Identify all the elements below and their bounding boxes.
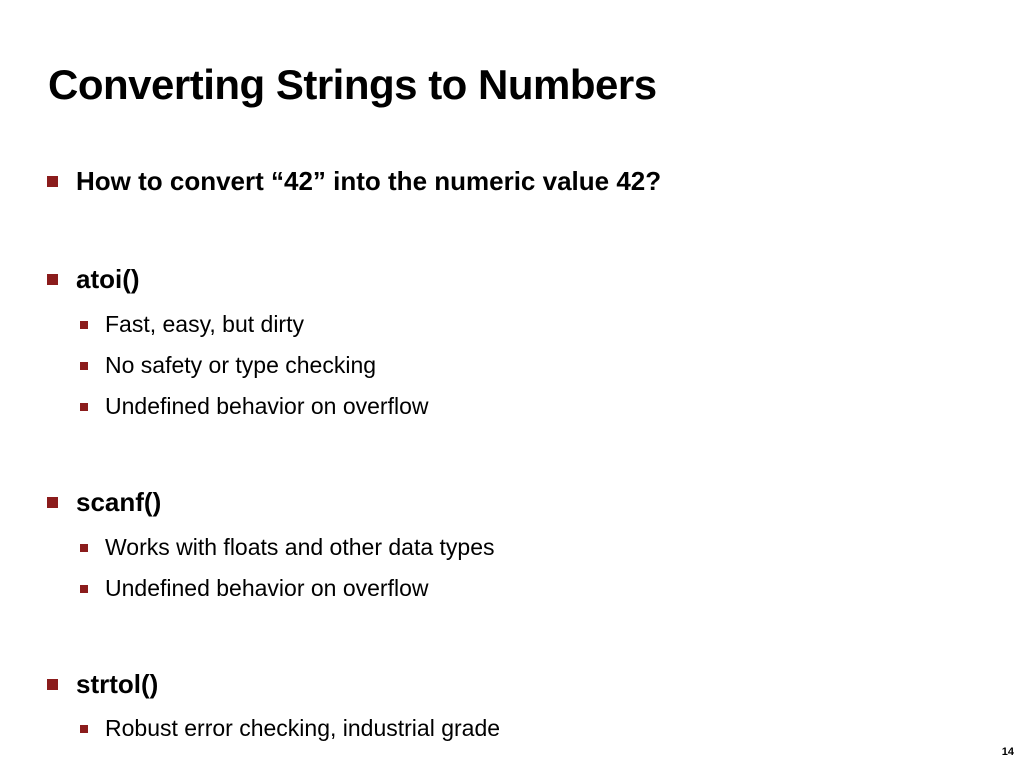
sub-bullet-text: Undefined behavior on overflow: [105, 575, 429, 601]
sub-bullet-text: Fast, easy, but dirty: [105, 311, 304, 337]
square-bullet-icon: [47, 679, 58, 690]
small-square-bullet-icon: [80, 544, 88, 552]
slide-title: Converting Strings to Numbers: [48, 61, 657, 108]
small-square-bullet-icon: [80, 321, 88, 329]
sub-bullet: [80, 715, 500, 743]
bullet-strtol: [47, 669, 158, 700]
small-square-bullet-icon: [80, 585, 88, 593]
bullet-scanf: [47, 487, 161, 518]
sub-bullet: [80, 393, 428, 421]
sub-bullet-text: Robust error checking, industrial grade: [105, 715, 501, 741]
small-square-bullet-icon: [80, 362, 88, 370]
sub-bullet: [80, 575, 428, 603]
sub-bullet-text: No safety or type checking: [105, 352, 377, 378]
sub-bullet: [80, 352, 376, 380]
square-bullet-icon: [47, 497, 58, 508]
sub-bullet-text: Undefined behavior on overflow: [105, 393, 429, 419]
bullet-text: atoi(): [76, 264, 140, 294]
small-square-bullet-icon: [80, 403, 88, 411]
bullet-question: [47, 166, 661, 197]
bullet-atoi: [47, 264, 140, 295]
page-number: 14: [1001, 746, 1014, 758]
sub-bullet-text: Works with floats and other data types: [105, 534, 495, 560]
square-bullet-icon: [47, 176, 58, 187]
bullet-text: How to convert “42” into the numeric value 42?: [76, 166, 662, 196]
sub-bullet: [80, 534, 495, 562]
sub-bullet: [80, 311, 304, 339]
small-square-bullet-icon: [80, 725, 88, 733]
square-bullet-icon: [47, 274, 58, 285]
bullet-text: strtol(): [76, 669, 159, 699]
bullet-text: scanf(): [76, 487, 162, 517]
